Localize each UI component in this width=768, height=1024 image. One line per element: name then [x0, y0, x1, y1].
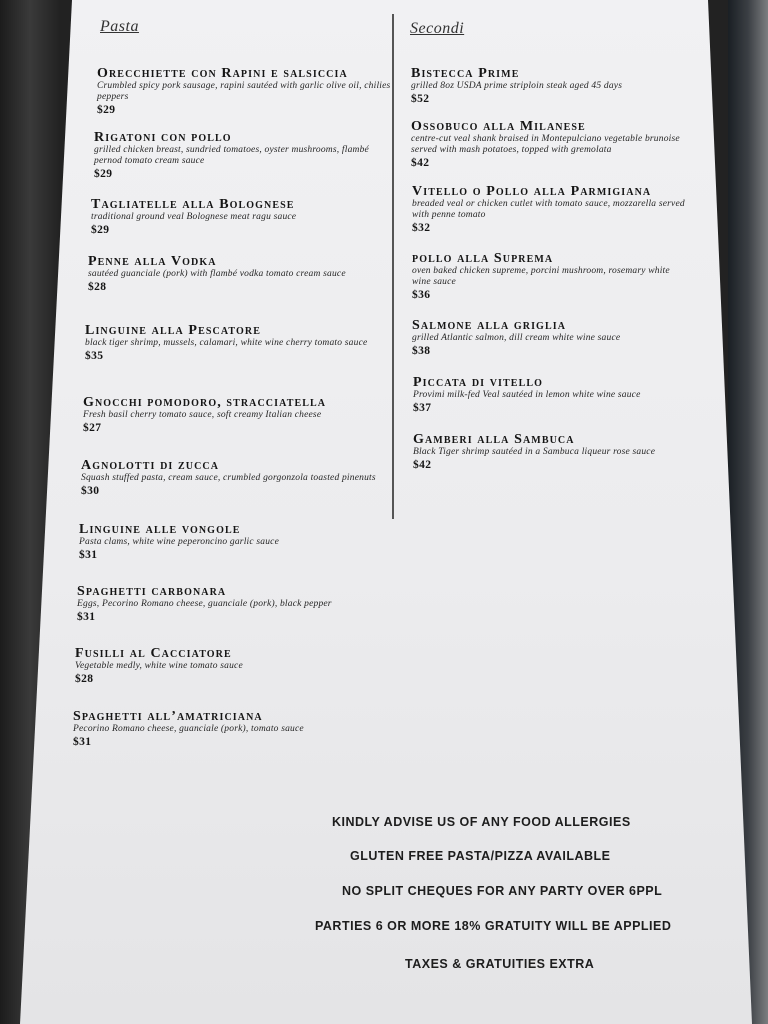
pasta-item — [83, 395, 393, 435]
item-description: Eggs, Pecorino Romano cheese, guanciale (pork), black pepper — [77, 599, 332, 609]
item-name: Tagliatelle alla Bolognese — [91, 197, 295, 212]
pasta-section-title: Pasta — [100, 18, 139, 35]
pasta-item — [88, 254, 388, 294]
item-price: $28 — [88, 281, 107, 293]
item-name: Vitello o Pollo alla Parmigiana — [412, 184, 652, 199]
secondi-item — [412, 251, 687, 302]
item-price: $52 — [411, 93, 430, 105]
item-name: Spaghetti all’amatriciana — [73, 709, 263, 724]
secondi-section-title: Secondi — [410, 20, 465, 37]
pasta-item — [81, 458, 381, 498]
item-description: traditional ground veal Bolognese meat ragu sauce — [91, 212, 297, 222]
item-price: $35 — [85, 350, 104, 362]
item-price: $38 — [412, 345, 431, 357]
item-description: Vegetable medly, white wine tomato sauce — [75, 661, 243, 671]
item-name: Linguine alle vongole — [79, 522, 241, 537]
pasta-item — [73, 709, 373, 749]
item-name: Fusilli al Cacciatore — [75, 646, 232, 661]
item-description: grilled chicken breast, sundried tomatoes, oyster mushrooms, flambé pernod tomato cream sauce — [94, 145, 369, 166]
item-description: Fresh basil cherry tomato sauce, soft creamy Italian cheese — [83, 410, 322, 420]
item-description: black tiger shrimp, mussels, calamari, white wine cherry tomato sauce — [85, 338, 368, 348]
item-name: Gamberi alla Sambuca — [413, 432, 575, 447]
item-description: centre-cut veal shank braised in Montepulciano vegetable brunoise served with mash potatoes, topped with gremolata — [411, 134, 680, 155]
secondi-item — [412, 184, 690, 235]
item-name: Gnocchi pomodoro, stracciatella — [83, 395, 327, 410]
item-name: Bistecca Prime — [411, 66, 520, 81]
item-name: Ossobuco alla Milanese — [411, 119, 586, 134]
split-cheque-notice: NO SPLIT CHEQUES FOR ANY PARTY OVER 6PPL — [342, 884, 663, 898]
secondi-item — [411, 119, 686, 170]
item-price: $31 — [73, 736, 92, 748]
pasta-item — [85, 323, 385, 363]
item-price: $29 — [91, 224, 110, 236]
item-price: $36 — [412, 289, 431, 301]
pasta-item — [75, 646, 375, 686]
pasta-item — [97, 66, 397, 117]
item-name: Piccata di vitello — [413, 375, 544, 390]
item-description: sautéed guanciale (pork) with flambé vodka tomato cream sauce — [88, 269, 346, 279]
gluten-free-notice: GLUTEN FREE PASTA/PIZZA AVAILABLE — [350, 849, 611, 863]
item-description: grilled 8oz USDA prime striploin steak aged 45 days — [411, 81, 623, 91]
item-name: Rigatoni con pollo — [94, 130, 232, 145]
item-name: pollo alla Suprema — [412, 251, 554, 266]
item-description: Pecorino Romano cheese, guanciale (pork), tomato sauce — [73, 724, 304, 734]
item-description: Squash stuffed pasta, cream sauce, crumbled gorgonzola toasted pinenuts — [81, 473, 376, 483]
item-price: $32 — [412, 222, 431, 234]
item-description: Black Tiger shrimp sautéed in a Sambuca liqueur rose sauce — [413, 447, 656, 457]
item-price: $31 — [79, 549, 98, 561]
item-description: Provimi milk-fed Veal sautéed in lemon white wine sauce — [413, 390, 641, 400]
item-price: $29 — [94, 168, 113, 180]
pasta-item — [79, 522, 379, 562]
item-price: $30 — [81, 485, 100, 497]
item-name: Spaghetti carbonara — [77, 584, 227, 599]
item-price: $27 — [83, 422, 102, 434]
item-name: Orecchiette con Rapini e salsiccia — [97, 66, 348, 81]
item-description: Pasta clams, white wine peperoncino garlic sauce — [79, 537, 280, 547]
item-description: breaded veal or chicken cutlet with tomato sauce, mozzarella served with penne tomato — [412, 199, 685, 220]
taxes-notice: TAXES & GRATUITIES EXTRA — [405, 957, 595, 971]
item-price: $42 — [411, 157, 430, 169]
pasta-item — [94, 130, 394, 181]
secondi-item — [412, 318, 687, 358]
item-description: oven baked chicken supreme, porcini mushroom, rosemary white wine sauce — [412, 266, 670, 287]
item-description: grilled Atlantic salmon, dill cream white wine sauce — [412, 333, 621, 343]
item-price: $37 — [413, 402, 432, 414]
item-name: Salmone alla griglia — [412, 318, 567, 333]
pasta-item — [91, 197, 391, 237]
item-description: Crumbled spicy pork sausage, rapini sautéed with garlic olive oil, chilies peppers — [97, 81, 391, 102]
allergy-notice: KINDLY ADVISE US OF ANY FOOD ALLERGIES — [332, 815, 631, 829]
item-price: $31 — [77, 611, 96, 623]
item-name: Linguine alla Pescatore — [85, 323, 261, 338]
secondi-item — [413, 375, 688, 415]
item-name: Penne alla Vodka — [88, 254, 217, 269]
item-price: $42 — [413, 459, 432, 471]
item-price: $28 — [75, 673, 94, 685]
gratuity-notice: PARTIES 6 OR MORE 18% GRATUITY WILL BE APPLIED — [315, 919, 672, 933]
pasta-item — [77, 584, 387, 624]
item-name: Agnolotti di zucca — [81, 458, 220, 473]
secondi-item — [411, 66, 681, 106]
secondi-item — [413, 432, 698, 472]
item-price: $29 — [97, 104, 116, 116]
